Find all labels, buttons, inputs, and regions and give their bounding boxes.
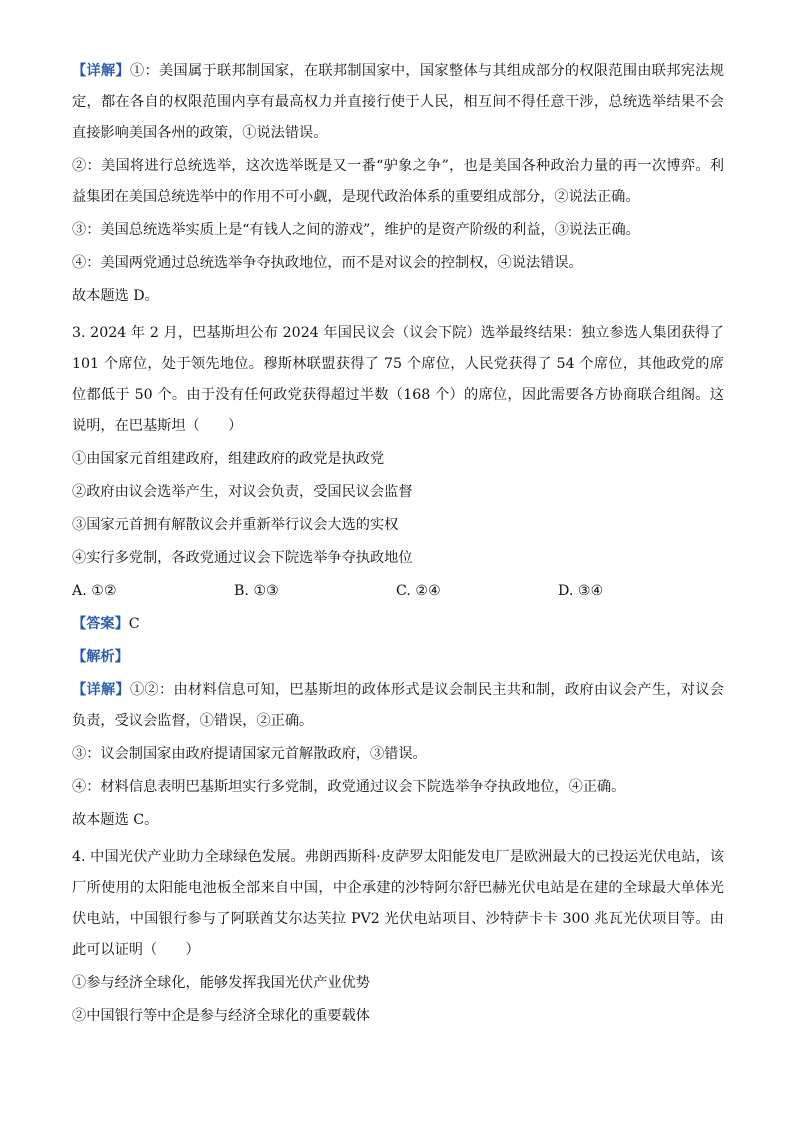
- q2-conclusion: 故本题选 D。: [72, 288, 159, 304]
- q2-detail-line-2: ②：美国将进行总统选举，这次选举既是又一番“驴象之争”，也是美国各种政治力量的再一次博弈。利益集团在美国总统选举中的作用不可小觑，是现代政治体系的重要组成部分，②说法正确。: [72, 158, 724, 205]
- q3-option-a: A. ①②: [72, 583, 117, 599]
- q3-option-d: D. ③④: [558, 583, 604, 599]
- q3-item-4: ④实行多党制，各政党通过议会下院选举争夺执政地位: [72, 550, 413, 566]
- q3-option-c: C. ②④: [396, 583, 441, 599]
- q3-answer: [72, 609, 724, 640]
- q4-item-1: ①参与经济全球化，能够发挥我国光伏产业优势: [72, 975, 370, 991]
- answer-value: C: [128, 616, 140, 632]
- q3-item-3: ③国家元首拥有解散议会并重新举行议会大选的实权: [72, 517, 399, 533]
- q3-item-1: ①由国家元首组建政府，组建政府的政党是执政党: [72, 451, 385, 467]
- q2-detail-line-1: 【详解】①：美国属于联邦制国家，在联邦制国家中，国家整体与其组成部分的权限范围由联邦宪法规定，都在各自的权限范围内享有最高权力并直接行使于人民，相互间不得任意干涉，总统选举结果不会直接影响美国各州的政策，①说法错误。: [72, 63, 724, 141]
- q2-detail-line-3: ③：美国总统选举实质上是“有钱人之间的游戏”，维护的是资产阶级的利益，③说法正确。: [72, 222, 640, 238]
- q3-item-2: ②政府由议会选举产生，对议会负责，受国民议会监督: [72, 484, 413, 500]
- q3-options: [72, 576, 724, 607]
- detail-label: 【详解】: [72, 63, 130, 79]
- answer-label: 【答案】: [72, 616, 129, 632]
- q3-conclusion: 故本题选 C。: [72, 812, 159, 828]
- document-page: [72, 56, 724, 1032]
- detail-label: 【详解】: [72, 682, 130, 698]
- q3-stem: 3. 2024 年 2 月，巴基斯坦公布 2024 年国民议会（议会下院）选举最终结果：独立参选人集团获得了 101 个席位，处于领先地位。穆斯林联盟获得了 75 个席位，人民党获得了 54 个席位，其他政党的席位都低于 50 个。由于没有任何政党获得超过半数（168 个）的席位，因此需要各方协商联合组阁。这说明，在巴基斯坦（ ）: [72, 325, 724, 434]
- q4-item-2: ②中国银行等中企是参与经济全球化的重要载体: [72, 1008, 370, 1024]
- q3-analysis-line-2: ③：议会制国家由政府提请国家元首解散政府，③错误。: [72, 746, 427, 762]
- q4-stem: 4. 中国光伏产业助力全球绿色发展。弗朗西斯科·皮萨罗太阳能发电厂是欧洲最大的已投运光伏电站，该厂所使用的太阳能电池板全部来自中国，中企承建的沙特阿尔舒巴赫光伏电站是在建的全球最大单体光伏电站，中国银行参与了阿联酋艾尔达芙拉 PV2 光伏电站项目、沙特萨卡卡 300 兆瓦光伏项目等。由此可以证明（ ）: [72, 849, 724, 958]
- q2-detail-line-4: ④：美国两党通过总统选举争夺执政地位，而不是对议会的控制权，④说法错误。: [72, 255, 583, 271]
- analysis-label: 【解析】: [72, 649, 129, 665]
- q3-analysis-heading: [72, 642, 724, 673]
- q3-analysis-line-1: 【详解】①②：由材料信息可知，巴基斯坦的政体形式是议会制民主共和制，政府由议会产生，对议会负责，受议会监督，①错误，②正确。: [72, 682, 724, 729]
- q3-analysis-line-3: ④：材料信息表明巴基斯坦实行多党制，政党通过议会下院选举争夺执政地位，④正确。: [72, 779, 626, 795]
- q3-option-b: B. ①③: [234, 583, 279, 599]
